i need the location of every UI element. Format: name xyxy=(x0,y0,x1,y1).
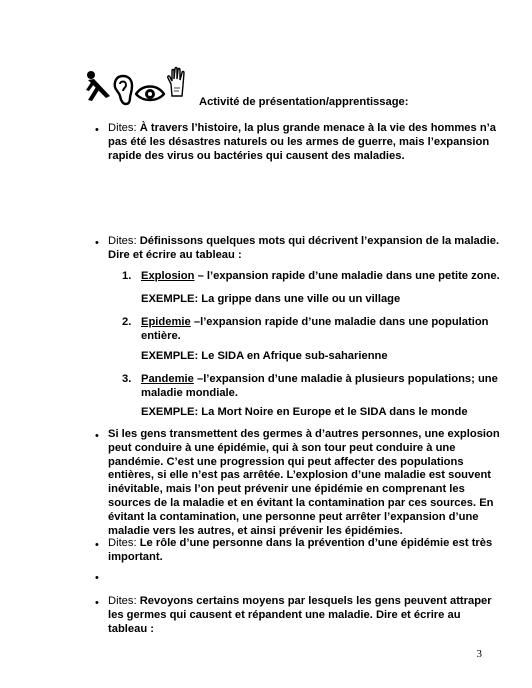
term-definition: –l’expansion rapide d’une maladie dans une population entière. xyxy=(141,316,489,342)
lead-label: Dites: xyxy=(108,122,137,134)
term-example: EXEMPLE: Le SIDA en Afrique sub-saharienne xyxy=(141,350,388,362)
bullet-marker: • xyxy=(95,539,99,551)
bullet-marker: • xyxy=(95,572,99,584)
bullet-marker: • xyxy=(95,237,99,249)
ear-icon xyxy=(112,74,134,106)
bullet-marker: • xyxy=(95,430,99,442)
term-name: Pandemie xyxy=(141,373,194,385)
paragraph-text: À travers l’histoire, la plus grande menace à la vie des hommes n’a pas été les désastres naturels ou les armes de guerre, mais l’expansion rapide des virus ou bactéries qui causent des maladies. xyxy=(108,122,496,162)
term-number: 1. xyxy=(122,270,132,282)
paragraph-definitions xyxy=(108,235,500,263)
term-explosion xyxy=(141,270,501,284)
lead-label: Dites: xyxy=(108,595,137,607)
paragraph-role xyxy=(108,537,500,565)
term-number: 2. xyxy=(122,316,132,328)
term-definition: – l’expansion rapide d’une maladie dans une petite zone. xyxy=(194,270,500,282)
term-epidemie xyxy=(141,316,501,344)
eye-icon xyxy=(135,84,165,102)
term-example: EXEMPLE: La Mort Noire en Europe et le SIDA dans le monde xyxy=(141,406,468,418)
paragraph-text: Revoyons certains moyens par lesquels les gens peuvent attraper les germes qui causent et répandent une maladie. Dire et écrire au tableau : xyxy=(108,595,492,635)
paragraph-text: Définissons quelques mots qui décrivent l’expansion de la maladie. Dire et écrire au tableau : xyxy=(108,235,500,261)
paragraph-intro xyxy=(108,122,500,163)
term-example: EXEMPLE: La grippe dans une ville ou un village xyxy=(141,293,401,305)
bullet-marker: • xyxy=(95,597,99,609)
lead-label: Dites: xyxy=(108,235,137,247)
paragraph-text: Le rôle d’une personne dans la prévention d’une épidémie est très important. xyxy=(108,537,493,563)
hand-icon xyxy=(166,66,190,98)
term-definition: –l’expansion d’une maladie à plusieurs populations; une maladie mondiale. xyxy=(141,373,498,399)
term-name: Explosion xyxy=(141,270,195,282)
activity-icons xyxy=(84,64,194,112)
bullet-marker: • xyxy=(95,124,99,136)
lead-label: Dites: xyxy=(108,537,137,549)
term-number: 3. xyxy=(122,373,132,385)
paragraph-review xyxy=(108,595,500,636)
exercise-figure-icon xyxy=(84,70,112,104)
term-name: Epidemie xyxy=(141,316,191,328)
term-pandemie xyxy=(141,373,501,401)
page-number: 3 xyxy=(476,648,482,660)
activity-heading: Activité de présentation/apprentissage: xyxy=(199,96,409,108)
paragraph-progression: Si les gens transmettent des germes à d’autres personnes, une explosion peut conduire à une épidémie, qui à son tour peut conduire à une pandémie. C’est une progression qui peut affecter des populations entières, si elle n’est pas arrêtée. L’explosion d’une maladie est souvent inévitable, mais l’on peut prévenir une épidémie en comprenant les sources de la maladie et en évitant la contamination par ces sources. En évitant la contamination, une personne peut arrêter l’expansion d’une maladie vers les autres, et ainsi prévenir les épidémies. xyxy=(108,428,500,537)
